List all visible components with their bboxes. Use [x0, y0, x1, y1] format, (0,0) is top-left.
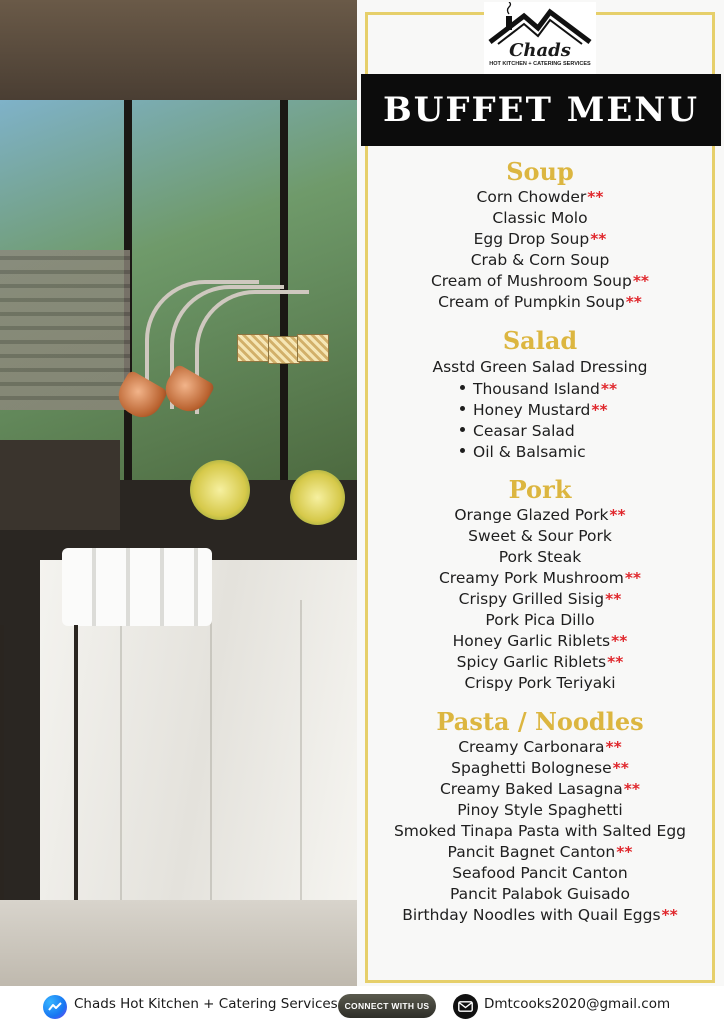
menu-item: Pancit Bagnet Canton** — [447, 843, 633, 861]
menu-item: Birthday Noodles with Quail Eggs** — [402, 906, 678, 924]
section-heading-pork: Pork — [508, 475, 572, 504]
menu-item: Seafood Pancit Canton — [452, 864, 628, 882]
pasta-section — [367, 706, 713, 926]
recommended-mark: ** — [605, 738, 622, 756]
logo-name: Chads — [509, 40, 571, 61]
email-icon[interactable] — [453, 994, 478, 1019]
footer — [0, 986, 724, 1024]
menu-item: Pinoy Style Spaghetti — [457, 801, 623, 819]
email-address[interactable]: Dmtcooks2020@gmail.com — [484, 996, 671, 1012]
salad-section — [367, 325, 713, 378]
logo-tagline: HOT KITCHEN + CATERING SERVICES — [489, 61, 591, 67]
menu-item: Pork Pica Dillo — [485, 611, 595, 629]
recommended-mark: ** — [632, 272, 650, 290]
menu-item: Creamy Carbonara** — [458, 738, 622, 756]
logo — [484, 2, 596, 76]
connect-with-us-button[interactable]: CONNECT WITH US — [338, 994, 436, 1018]
list-item: Ceasar Salad — [460, 421, 700, 442]
section-heading-soup: Soup — [506, 157, 574, 186]
menu-item: Cream of Pumpkin Soup** — [438, 293, 642, 311]
menu-title: BUFFET MENU — [383, 90, 699, 130]
recommended-mark: ** — [661, 906, 678, 924]
section-heading-pasta: Pasta / Noodles — [436, 707, 644, 736]
list-item: Oil & Balsamic — [460, 442, 700, 463]
recommended-mark: ** — [624, 569, 642, 587]
soup-section — [367, 156, 713, 313]
recommended-mark: ** — [587, 188, 604, 206]
section-heading-salad: Salad — [502, 326, 578, 355]
menu-item: Pancit Palabok Guisado — [449, 885, 631, 903]
recommended-mark: ** — [591, 401, 608, 419]
recommended-mark: ** — [607, 653, 624, 671]
list-item: Thousand Island** — [460, 379, 700, 400]
bullet-icon — [460, 427, 465, 432]
menu-item: Honey Garlic Riblets** — [452, 632, 628, 650]
menu-item: Orange Glazed Pork** — [454, 506, 626, 524]
messenger-icon[interactable] — [43, 995, 67, 1019]
salad-dressing-list — [460, 379, 700, 463]
title-bar — [361, 74, 721, 146]
recommended-mark: ** — [612, 759, 629, 777]
recommended-mark: ** — [611, 632, 628, 650]
recommended-mark: ** — [625, 293, 642, 311]
menu-item: Creamy Pork Mushroom** — [438, 569, 642, 587]
menu-item: Sweet & Sour Pork — [468, 527, 612, 545]
facebook-page-link[interactable]: Chads Hot Kitchen + Catering Services — [74, 996, 338, 1012]
menu-item: Creamy Baked Lasagna** — [439, 780, 641, 798]
buffet-photo — [0, 0, 357, 986]
menu-item: Crispy Pork Teriyaki — [464, 674, 616, 692]
recommended-mark: ** — [590, 230, 607, 248]
bullet-icon — [460, 406, 465, 411]
salad-subheading: Asstd Green Salad Dressing — [432, 358, 648, 376]
menu-item: Spicy Garlic Riblets** — [456, 653, 624, 671]
menu-item: Smoked Tinapa Pasta with Salted Egg — [393, 822, 687, 840]
recommended-mark: ** — [623, 780, 641, 798]
menu-item: Classic Molo — [492, 209, 588, 227]
menu-item: Pork Steak — [498, 548, 582, 566]
recommended-mark: ** — [609, 506, 626, 524]
menu-item: Crab & Corn Soup — [470, 251, 610, 269]
menu-item: Crispy Grilled Sisig** — [458, 590, 622, 608]
recommended-mark: ** — [605, 590, 622, 608]
bullet-icon — [460, 448, 465, 453]
list-item: Honey Mustard** — [460, 400, 700, 421]
menu-item: Corn Chowder** — [476, 188, 604, 206]
recommended-mark: ** — [616, 843, 633, 861]
pork-section — [367, 474, 713, 694]
menu-item: Cream of Mushroom Soup** — [430, 272, 650, 290]
bullet-icon — [460, 385, 465, 390]
menu-item: Egg Drop Soup** — [473, 230, 607, 248]
recommended-mark: ** — [600, 380, 618, 398]
menu-item: Spaghetti Bolognese** — [451, 759, 629, 777]
